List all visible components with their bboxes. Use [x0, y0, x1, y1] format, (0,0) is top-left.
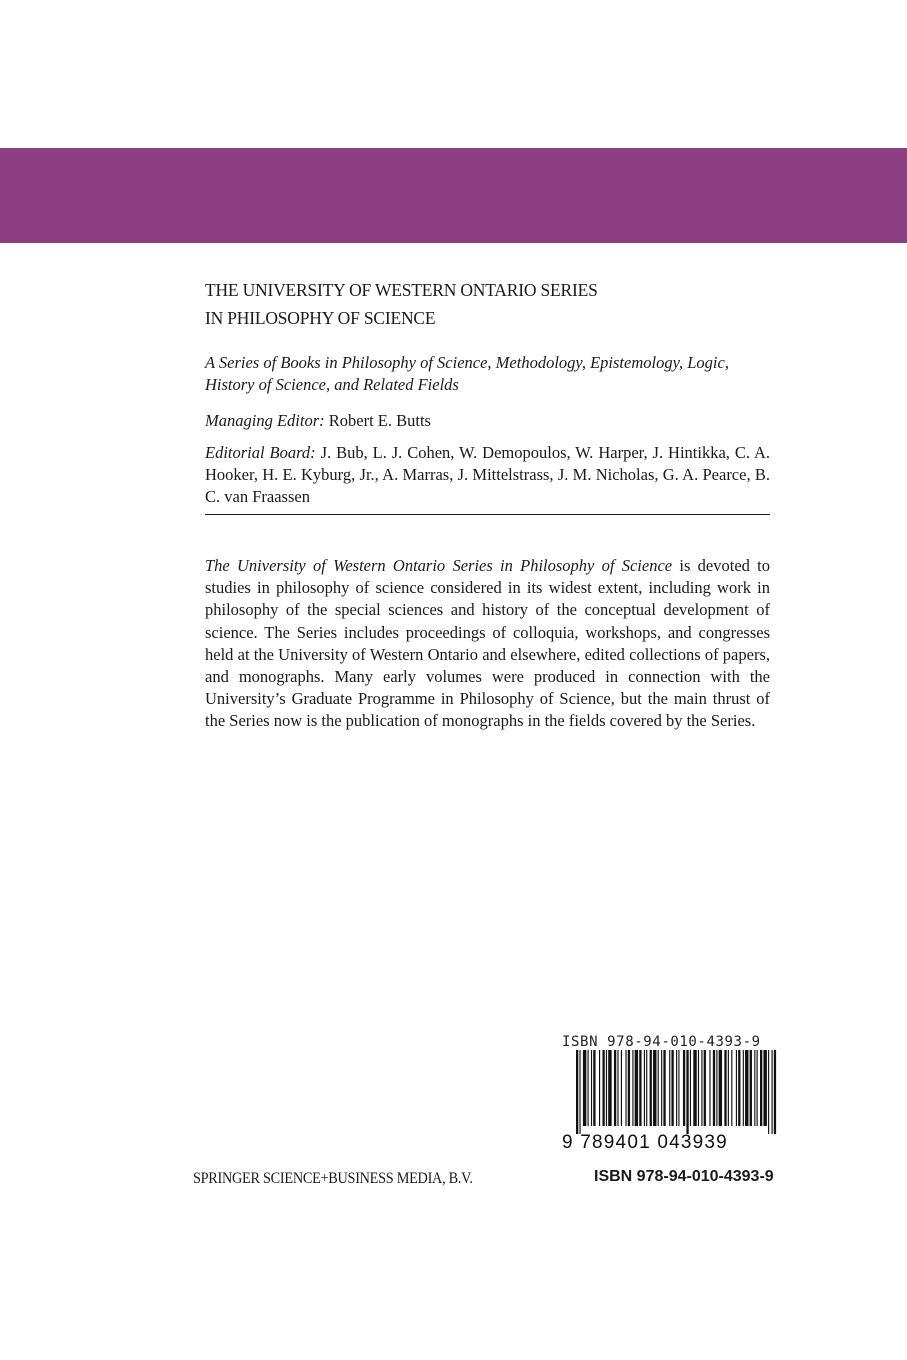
editorial-board-label: Editorial Board: [205, 443, 316, 462]
publisher-name: SPRINGER SCIENCE+BUSINESS MEDIA, B.V. [193, 1170, 473, 1187]
isbn-barcode [562, 1034, 784, 1156]
cover-color-band [0, 148, 907, 243]
description-series-name: The University of Western Ontario Series in Philosophy of Science [205, 556, 673, 575]
series-description [205, 555, 770, 733]
barcode-bars [562, 1050, 784, 1134]
managing-editor-label: Managing Editor: [205, 411, 325, 430]
series-title [205, 276, 770, 332]
managing-editor [205, 410, 770, 432]
series-title-line-2: IN PHILOSOPHY OF SCIENCE [205, 308, 436, 328]
description-text: is devoted to studies in philosophy of science considered in its widest extent, including work in philosophy of the special sciences and history of the conceptual development of science. The Series includes proceedings of colloquia, workshops, and congresses held at the University of Western Ontario and elsewhere, edited collections of papers, and monographs. Many early volumes were produced in connection with the University’s Graduate Programme in Philosophy of Science, but the main thrust of the Series now is the publication of monographs in the fields covered by the Series. [205, 556, 770, 731]
series-title-line-1: THE UNIVERSITY OF WESTERN ONTARIO SERIES [205, 280, 598, 300]
subtitle-line-1: A Series of Books in Philosophy of Science, Methodology, Epistemology, Logic, [205, 353, 729, 372]
managing-editor-name: Robert E. Butts [328, 411, 431, 430]
divider-rule [205, 514, 770, 515]
editorial-board [205, 442, 770, 508]
barcode-ean-digits: 9 789401 043939 [562, 1132, 728, 1153]
editorial-board-members: J. Bub, L. J. Cohen, W. Demopoulos, W. Harper, J. Hintikka, C. A. Hooker, H. E. Kyburg, Jr., A. Marras, J. Mittelstrass, J. M. Nicholas, G. A. Pearce, B. C. van Fraassen [205, 443, 771, 506]
cover-text-block [205, 276, 770, 733]
series-subtitle [205, 352, 770, 396]
isbn-label: ISBN 978-94-010-4393-9 [594, 1168, 774, 1185]
subtitle-line-2: History of Science, and Related Fields [205, 375, 459, 394]
barcode-isbn-text: ISBN 978-94-010-4393-9 [562, 1034, 761, 1050]
